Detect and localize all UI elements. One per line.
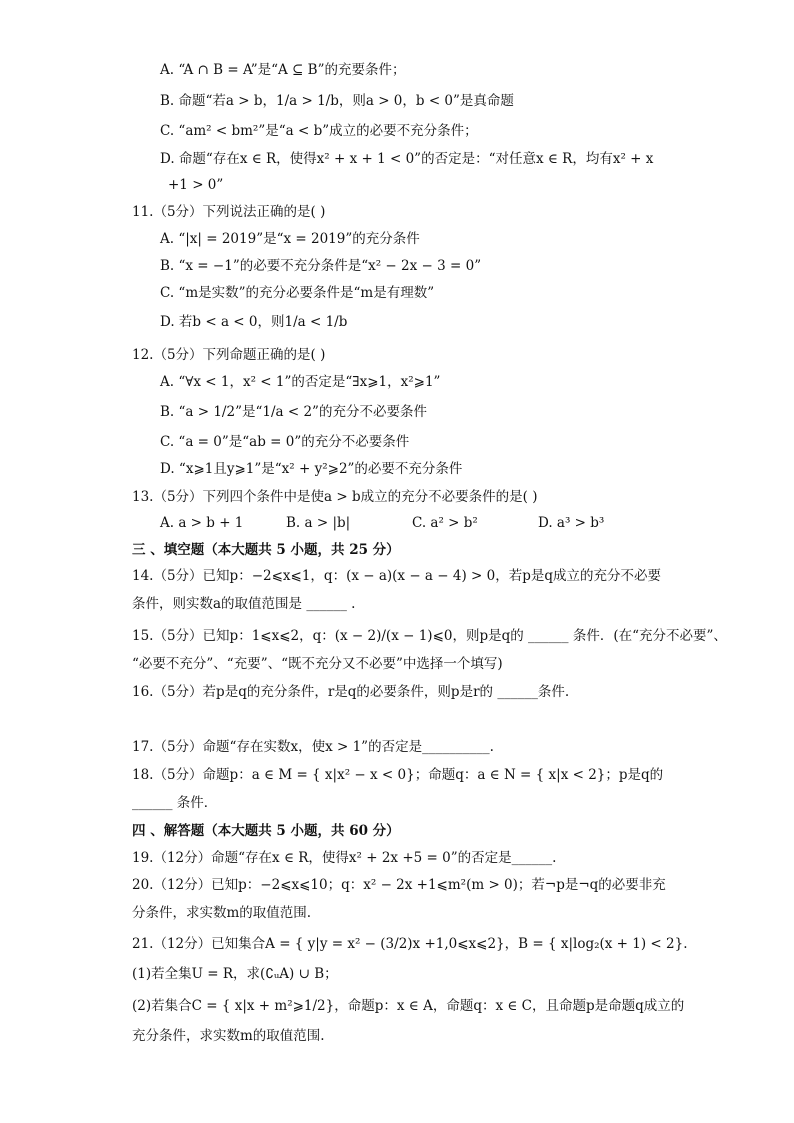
text-line: 19.（12分）命题“存在x ∈ R，使得x² + 2x +5 = 0”的否定是______. xyxy=(132,850,557,866)
text-line: 21.（12分）已知集合A = { y|y = x² − (3/2)x +1,0⩽x⩽2}，B = { x|log₂(x + 1) < 2}. xyxy=(132,936,688,952)
text-line: 14.（5分）已知p：−2⩽x⩽1，q：(x − a)(x − a − 4) > 0，若p是q成立的充分不必要 xyxy=(132,568,661,584)
text-line: A. “|x| = 2019”是“x = 2019”的充分条件 xyxy=(160,231,420,247)
text-line: A. “A ∩ B = A”是“A ⊆ B”的充要条件； xyxy=(160,62,406,78)
text-line: C. “am² < bm²”是“a < b”成立的必要不充分条件； xyxy=(160,123,478,139)
section-heading: 四 、解答题（本大题共 5 小题，共 60 分） xyxy=(132,823,400,839)
text-line: A. “∀x < 1，x² < 1”的否定是“∃x⩾1，x²⩾1” xyxy=(160,374,441,390)
text-line: (1)若全集U = R，求(∁ᵤA) ∪ B； xyxy=(132,966,338,982)
q13-option-d: D. a³ > b³ xyxy=(538,515,605,531)
text-line: 分条件，求实数m的取值范围. xyxy=(132,905,312,921)
text-line: 18.（5分）命题p：a ∈ M = { x|x² − x < 0}；命题q：a ∈ N = { x|x < 2}；p是q的 xyxy=(132,767,664,783)
q13-options xyxy=(160,514,604,532)
text-line: 12.（5分）下列命题正确的是( ) xyxy=(132,347,326,363)
text-line: 17.（5分）命题“存在实数x，使x > 1”的否定是__________. xyxy=(132,739,494,755)
text-line: 16.（5分）若p是q的充分条件，r是q的必要条件，则p是r的 ______条件. xyxy=(132,684,570,700)
text-line: 充分条件，求实数m的取值范围. xyxy=(132,1028,325,1044)
q13-option-b: B. a > |b| xyxy=(286,515,351,531)
text-line: B. “x = −1”的必要不充分条件是“x² − 2x − 3 = 0” xyxy=(160,258,482,274)
text-line: (2)若集合C = { x|x + m²⩾1/2}，命题p：x ∈ A，命题q：x ∈ C，且命题p是命题q成立的 xyxy=(132,998,685,1014)
text-line: 15.（5分）已知p：1⩽x⩽2，q：(x − 2)/(x − 1)⩽0，则p是q的 ______ 条件．(在“充分不必要”、 xyxy=(132,628,727,644)
text-line: 11.（5分）下列说法正确的是( ) xyxy=(132,204,326,220)
text-line: B. 命题“若a > b，1/a > 1/b，则a > 0，b < 0”是真命题 xyxy=(160,93,514,109)
text-line: “必要不充分”、“充要”、“既不充分又不必要”中选择一个填写) xyxy=(132,656,503,672)
text-line: B. “a > 1/2”是“1/a < 2”的充分不必要条件 xyxy=(160,404,427,420)
text-line: 20.（12分）已知p：−2⩽x⩽10；q：x² − 2x +1⩽m²(m > 0)；若¬p是¬q的必要非充 xyxy=(132,877,666,893)
text-line: D. 命题“存在x ∈ R，使得x² + x + 1 < 0”的否定是：“对任意x ∈ R，均有x² + x xyxy=(160,151,654,167)
text-line: C. “m是实数”的充分必要条件是“m是有理数” xyxy=(160,285,435,301)
q13-option-a: A. a > b + 1 xyxy=(160,515,244,531)
q13-option-c: C. a² > b² xyxy=(412,515,478,531)
text-line: C. “a = 0”是“ab = 0”的充分不必要条件 xyxy=(160,434,410,450)
text-line: ______ 条件． xyxy=(132,795,218,811)
text-line: D. 若b < a < 0，则1/a < 1/b xyxy=(160,314,348,330)
text-line: 13.（5分）下列四个条件中是使a > b成立的充分不必要条件的是( ) xyxy=(132,489,538,505)
section-heading: 三 、填空题（本大题共 5 小题，共 25 分） xyxy=(132,542,400,558)
text-line: 条件，则实数a的取值范围是 ______ . xyxy=(132,596,356,612)
text-line: +1 > 0” xyxy=(168,177,224,193)
text-line: D. “x⩾1且y⩾1”是“x² + y²⩾2”的必要不充分条件 xyxy=(160,461,463,477)
